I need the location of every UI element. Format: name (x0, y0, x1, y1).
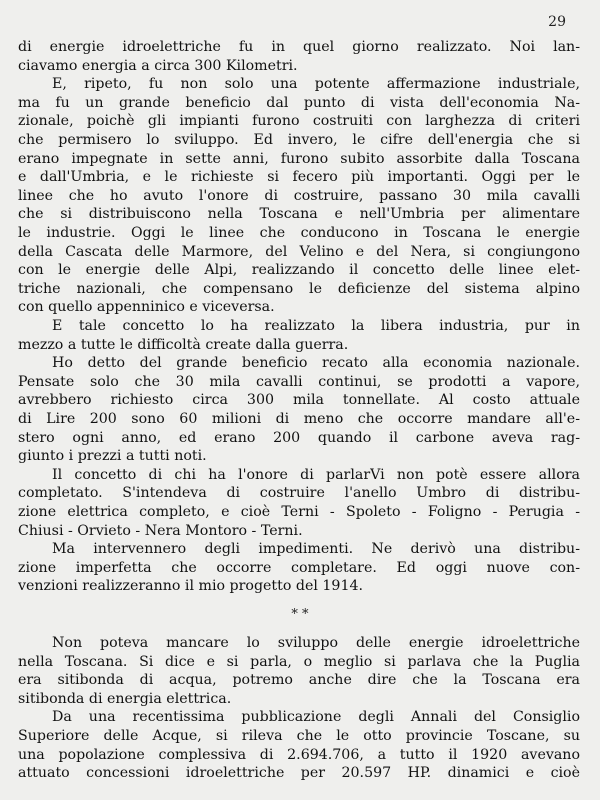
text-line: ciavamo energia a circa 300 Kilometri. (18, 58, 298, 74)
text-line: erano impegnate in sette anni, furono subito assorbite dalla Toscana (18, 151, 580, 167)
text-line: venzioni realizzeranno il mio progetto del 1914. (18, 578, 364, 594)
text-line: mezzo a tutte le difficoltà create dalla guerra. (18, 337, 349, 353)
text-line: giunto i prezzi a tutti noti. (18, 448, 207, 464)
text-line: che permisero lo sviluppo. Ed invero, le cifre dell'energia che si (18, 132, 580, 148)
text-line: una popolazione complessiva di 2.694.706, a tutto il 1920 avevano (18, 747, 580, 763)
text-line: e dall'Umbria, e le richieste si fecero più importanti. Oggi per le (18, 169, 580, 185)
text-line: Ma intervennero degli impedimenti. Ne derivò una distribu- (52, 541, 580, 557)
text-line: E, ripeto, fu non solo una potente affermazione industriale, (52, 76, 580, 92)
text-line: Chiusi - Orvieto - Nera Montoro - Terni. (18, 523, 303, 539)
text-line: Il concetto di chi ha l'onore di parlarVi non potè essere allora (52, 467, 580, 483)
text-line: nella Toscana. Si dice e si parla, o meglio si parlava che la Puglia (18, 654, 580, 670)
text-line: zione imperfetta che occorre completare. Ed oggi nuove con- (18, 560, 580, 576)
text-line: della Cascata delle Marmore, del Velino e del Nera, si congiungono (18, 244, 580, 260)
text-line: ma fu un grande beneficio dal punto di vista dell'economia Na- (18, 95, 580, 111)
text-line: sitibonda di energia elettrica. (18, 691, 232, 707)
text-line: completato. S'intendeva di costruire l'anello Umbro di distribu- (18, 485, 580, 501)
text-line: con le energie delle Alpi, realizzando il concetto delle linee elet- (18, 262, 580, 278)
text-line: Superiore delle Acque, si rileva che le otto provincie Toscane, su (18, 728, 580, 744)
text-line: Non poteva mancare lo sviluppo delle energie idroelettriche (52, 635, 580, 651)
page-number: 29 (548, 14, 566, 30)
text-line: zione elettrica completo, e cioè Terni - Spoleto - Foligno - Perugia - (18, 504, 580, 520)
text-line: attuato concessioni idroelettriche per 20.597 HP. dinamici e cioè (18, 765, 580, 781)
text-line: E tale concetto lo ha realizzato la libera industria, pur in (52, 318, 580, 334)
text-line: triche nazionali, che compensano le deficienze del sistema alpino (18, 281, 580, 297)
text-line: linee che ho avuto l'onore di costruire, passano 30 mila cavalli (18, 188, 580, 204)
text-line: avrebbero richiesto circa 300 mila tonnellate. Al costo attuale (18, 392, 580, 408)
text-line: stero ogni anno, ed erano 200 quando il carbone aveva rag- (18, 430, 580, 446)
text-line: che si distribuiscono nella Toscana e nell'Umbria per alimentare (18, 206, 580, 222)
text-line: Ho detto del grande beneficio recato alla economia nazionale. (52, 355, 580, 371)
text-line: le industrie. Oggi le linee che conducono in Toscana le energie (18, 225, 580, 241)
text-line: di energie idroelettriche fu in quel giorno realizzato. Noi lan- (18, 39, 580, 55)
section-separator: * * (291, 607, 309, 622)
text-line: Pensate solo che 30 mila cavalli continui, se prodotti a vapore, (18, 374, 580, 390)
text-line: Da una recentissima pubblicazione degli Annali del Consiglio (52, 709, 580, 725)
text-line: con quello appenninico e viceversa. (18, 299, 275, 315)
text-line: zionale, poichè gli impianti furono costruiti con larghezza di criteri (18, 113, 580, 129)
text-line: di Lire 200 sono 60 milioni di meno che occorre mandare all'e- (18, 411, 580, 427)
text-line: era sitibonda di acqua, potremo anche dire che la Toscana era (18, 672, 580, 688)
